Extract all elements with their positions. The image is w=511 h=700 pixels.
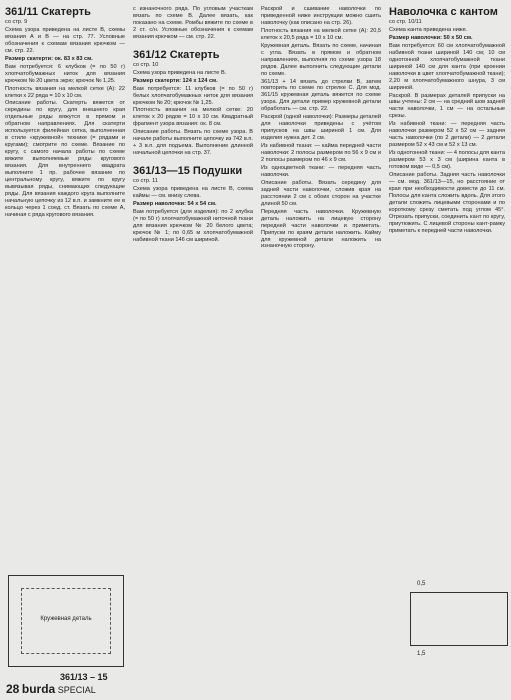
column-1 <box>5 6 125 220</box>
paragraph: Плотность вязания на мелкой сетке (А): 22 клетки x 22 ряда = 10 x 10 см. <box>5 85 125 99</box>
section-title: Наволочка с кантом <box>389 6 498 18</box>
paragraph: Размер скатерти: 124 x 124 см. <box>133 77 218 84</box>
paragraph: Размер скатерти: ок. 83 x 83 см. <box>5 55 93 62</box>
footer <box>6 682 96 696</box>
page-number: 28 <box>6 682 20 696</box>
paragraph: Плотность вязания на мелкой сетке: 20 клеток x 20 рядов = 10 x 10 см. Квадратный фрагмент узора вязания: ок. 8 см. <box>133 107 253 128</box>
section-title: 361/13—15 Подушки <box>133 165 243 178</box>
paragraph: Схема узора приведена на листе В. <box>133 69 227 76</box>
piping-diagram <box>410 581 508 657</box>
column-3 <box>261 6 381 251</box>
section-ref: со стр. 9 <box>5 19 28 25</box>
paragraph: Описание работы. Вязать по схеме узора. В начале работы выполните цепочку из 742 в.п. + 3 в.п. для подъема. Выполнение длинной начальной цепочки на стр. 37. <box>133 129 253 157</box>
paragraph: Схема узора приведена на листе В, схема каймы — см. внизу слева. <box>133 186 253 200</box>
paragraph: Из одноцветной ткани: — передняя часть наволочки. <box>261 164 381 178</box>
paragraph: Вам потребуется: 60 см хлопчатобумажной набивной ткани шириной 140 см; 10 см однотонной хлопчатобумажной ткани шириной 140 см для канта (при кроении наволочки в цвет хлопчатобумажной ткани); 2,20 м хлопчатобумажного шнура, 3 см шириной. <box>389 42 505 91</box>
section-ref: со стр. 10 <box>133 61 159 68</box>
lace-diagram <box>8 575 124 667</box>
paragraph: Раскрой и сшивание наволочки по приведенной ниже инструкции можно сшить наволочку (как описано на стр. 26). <box>261 6 381 26</box>
paragraph: Размер наволочки: 50 x 50 см. <box>389 34 473 41</box>
paragraph: Описание работы. Скатерть вяжется от середины по кругу, для внешнего края отдельные ряды вяжутся в прямом и обратном направлениях. Для скатерти используется филейная сетка, выполненная в стиле «кружевной» технике (= рядами и кругами); смотрите по схеме. Вязание по кругу, с самого начала работы по схеме вяжите выполняемые ряды кругового вязания. Для внутреннего квадрата выполните 1 пр. рабочее вязание по центральному кругу, вяжите по кругу вывязывая ряды, снимающих следующие ряды. Для вязания каждого круга выполните начальную цепочку из 12 в.п. и замкните ее в кольцо через 1 соед. ст. Вязать по схеме А, начиная с ряда кругового вязания. <box>5 100 125 218</box>
paragraph: Раскрой (одной наволочки): Размеры деталей для наволочки приведены с учётом припусков на швы шириной 1 см. Для изделия нужна дет. 2 см. <box>261 114 381 142</box>
paragraph: с изнаночного ряда. По угловым участкам вязать по схеме В. Далее вязать, как показано на схеме. Ромбы вяжите по схеме в 2 ст. с/н. Условные обозначения к схемам вязания крючком — см. стр. 22. <box>133 6 253 40</box>
paragraph: Из однотонной ткани: — 4 полосы для канта размером 53 x 3 см (ширина канта в готовом виде — 0,5 см). <box>389 150 505 171</box>
column-2 <box>133 6 253 245</box>
section-ref: со стр. 11 <box>133 178 158 185</box>
paragraph: Описание работы. Задняя часть наволочки — см. мод. 361/13—15, но расстояние от края при необходимости довести до 11 см. Полосы для канта сложить вдоль. Для этого детали сложить лицевыми сторонами и по короткому срезу сметать под углом 45°. Отрезать припуски, соединить кант по кругу, приутюжить. С лицевой стороны кант-рамку приметать к передней части наволочки. <box>389 172 505 234</box>
section-title: 361/11 Скатерть <box>5 6 91 18</box>
paragraph: Вам потребуется: 11 клубков (= по 50 г) белых хлопчатобумажных ниток для вязания крючком № 20; крючок № 1,25. <box>133 85 253 106</box>
paragraph: Раскрой. В размерах деталей припуски на швы учтены: 2 см — на средний шов задней части наволочки, 1 см — на остальные срезы. <box>389 92 505 120</box>
paragraph: Схема канта приведена ниже. <box>389 26 468 33</box>
paragraph: Кружевная деталь. Вязать по схеме, начиная с угла. Вязать в прямом и обратном направлениях, выполняя по схеме узора 18 рядов. Далее выполнить следующие детали по схеме. <box>261 42 381 77</box>
paragraph: Схема узора приведена на листе В, схемы вязания А и В — на стр. 77. Условные обозначения к схемам вязания крючком — см. стр. 22. <box>5 26 125 54</box>
measurement-label: 0,5 <box>417 581 426 587</box>
paragraph: Из набивной ткани: — передняя часть наволочки размером 52 x 52 см — задняя часть наволочки (по 2 детали) — 2 детали размером 52 x 43 см и 52 x 13 см. <box>389 121 505 149</box>
section-ref: со стр. 10/11 <box>389 19 422 25</box>
section-title: 361/12 Скатерть <box>133 48 220 61</box>
paragraph: Вам потребуется (для изделия): по 2 клубка (= по 50 г) хлопчатобумажной ниточной ткани для вязания крючком № 20 белого цвета; крючок № 1; по 0,65 м хлопчатобумажной набивной ткани 146 см шириной. <box>133 208 253 243</box>
brand-special: SPECIAL <box>57 685 96 695</box>
paragraph: 361/13 + 14 вязать до стрелки В, затем повторить по схеме по стрелке С. Для мод. 361/15 кружевная деталь вяжется по схеме узора. Для детали пример кружевной детали обработать — см. стр. 22. <box>261 78 381 113</box>
paragraph: Размер наволочки: 54 x 54 см. <box>133 201 217 208</box>
measurement-label: 1,5 <box>417 651 426 657</box>
diagram-code: 361/13 – 15 <box>60 672 108 682</box>
paragraph: Вам потребуется: 6 клубков (= по 50 г) хлопчатобумажных ниток для вязания крючком № 20 цвета экрю; крючок № 1,25. <box>5 63 125 84</box>
paragraph: Плотность вязания на мелкой сетке (А): 20,5 клеток x 20,5 ряда = 10 x 10 см. <box>261 27 381 41</box>
column-4 <box>389 6 505 236</box>
brand-logo: burda <box>21 682 56 696</box>
paragraph: Из набивной ткани: — кайма передней части наволочки: 2 полосы размером по 56 x 9 см и 2 полосы размером по 46 x 9 см. <box>261 143 381 164</box>
paragraph: Описание работы. Вязать середину для задней части наволочки, сложив края на расстоянии 2 см с обоих сторон на участке длиной 50 см. <box>261 179 381 207</box>
diagram-label: Кружевная деталь <box>40 616 92 622</box>
paragraph: Передняя часть наволочки. Кружевную деталь наложить на лицевую сторону передней части наволочки и приметать. Припуски по краям детали наложить. Кайму для кружевной детали наложить на изнаночную сторону. <box>261 208 381 250</box>
